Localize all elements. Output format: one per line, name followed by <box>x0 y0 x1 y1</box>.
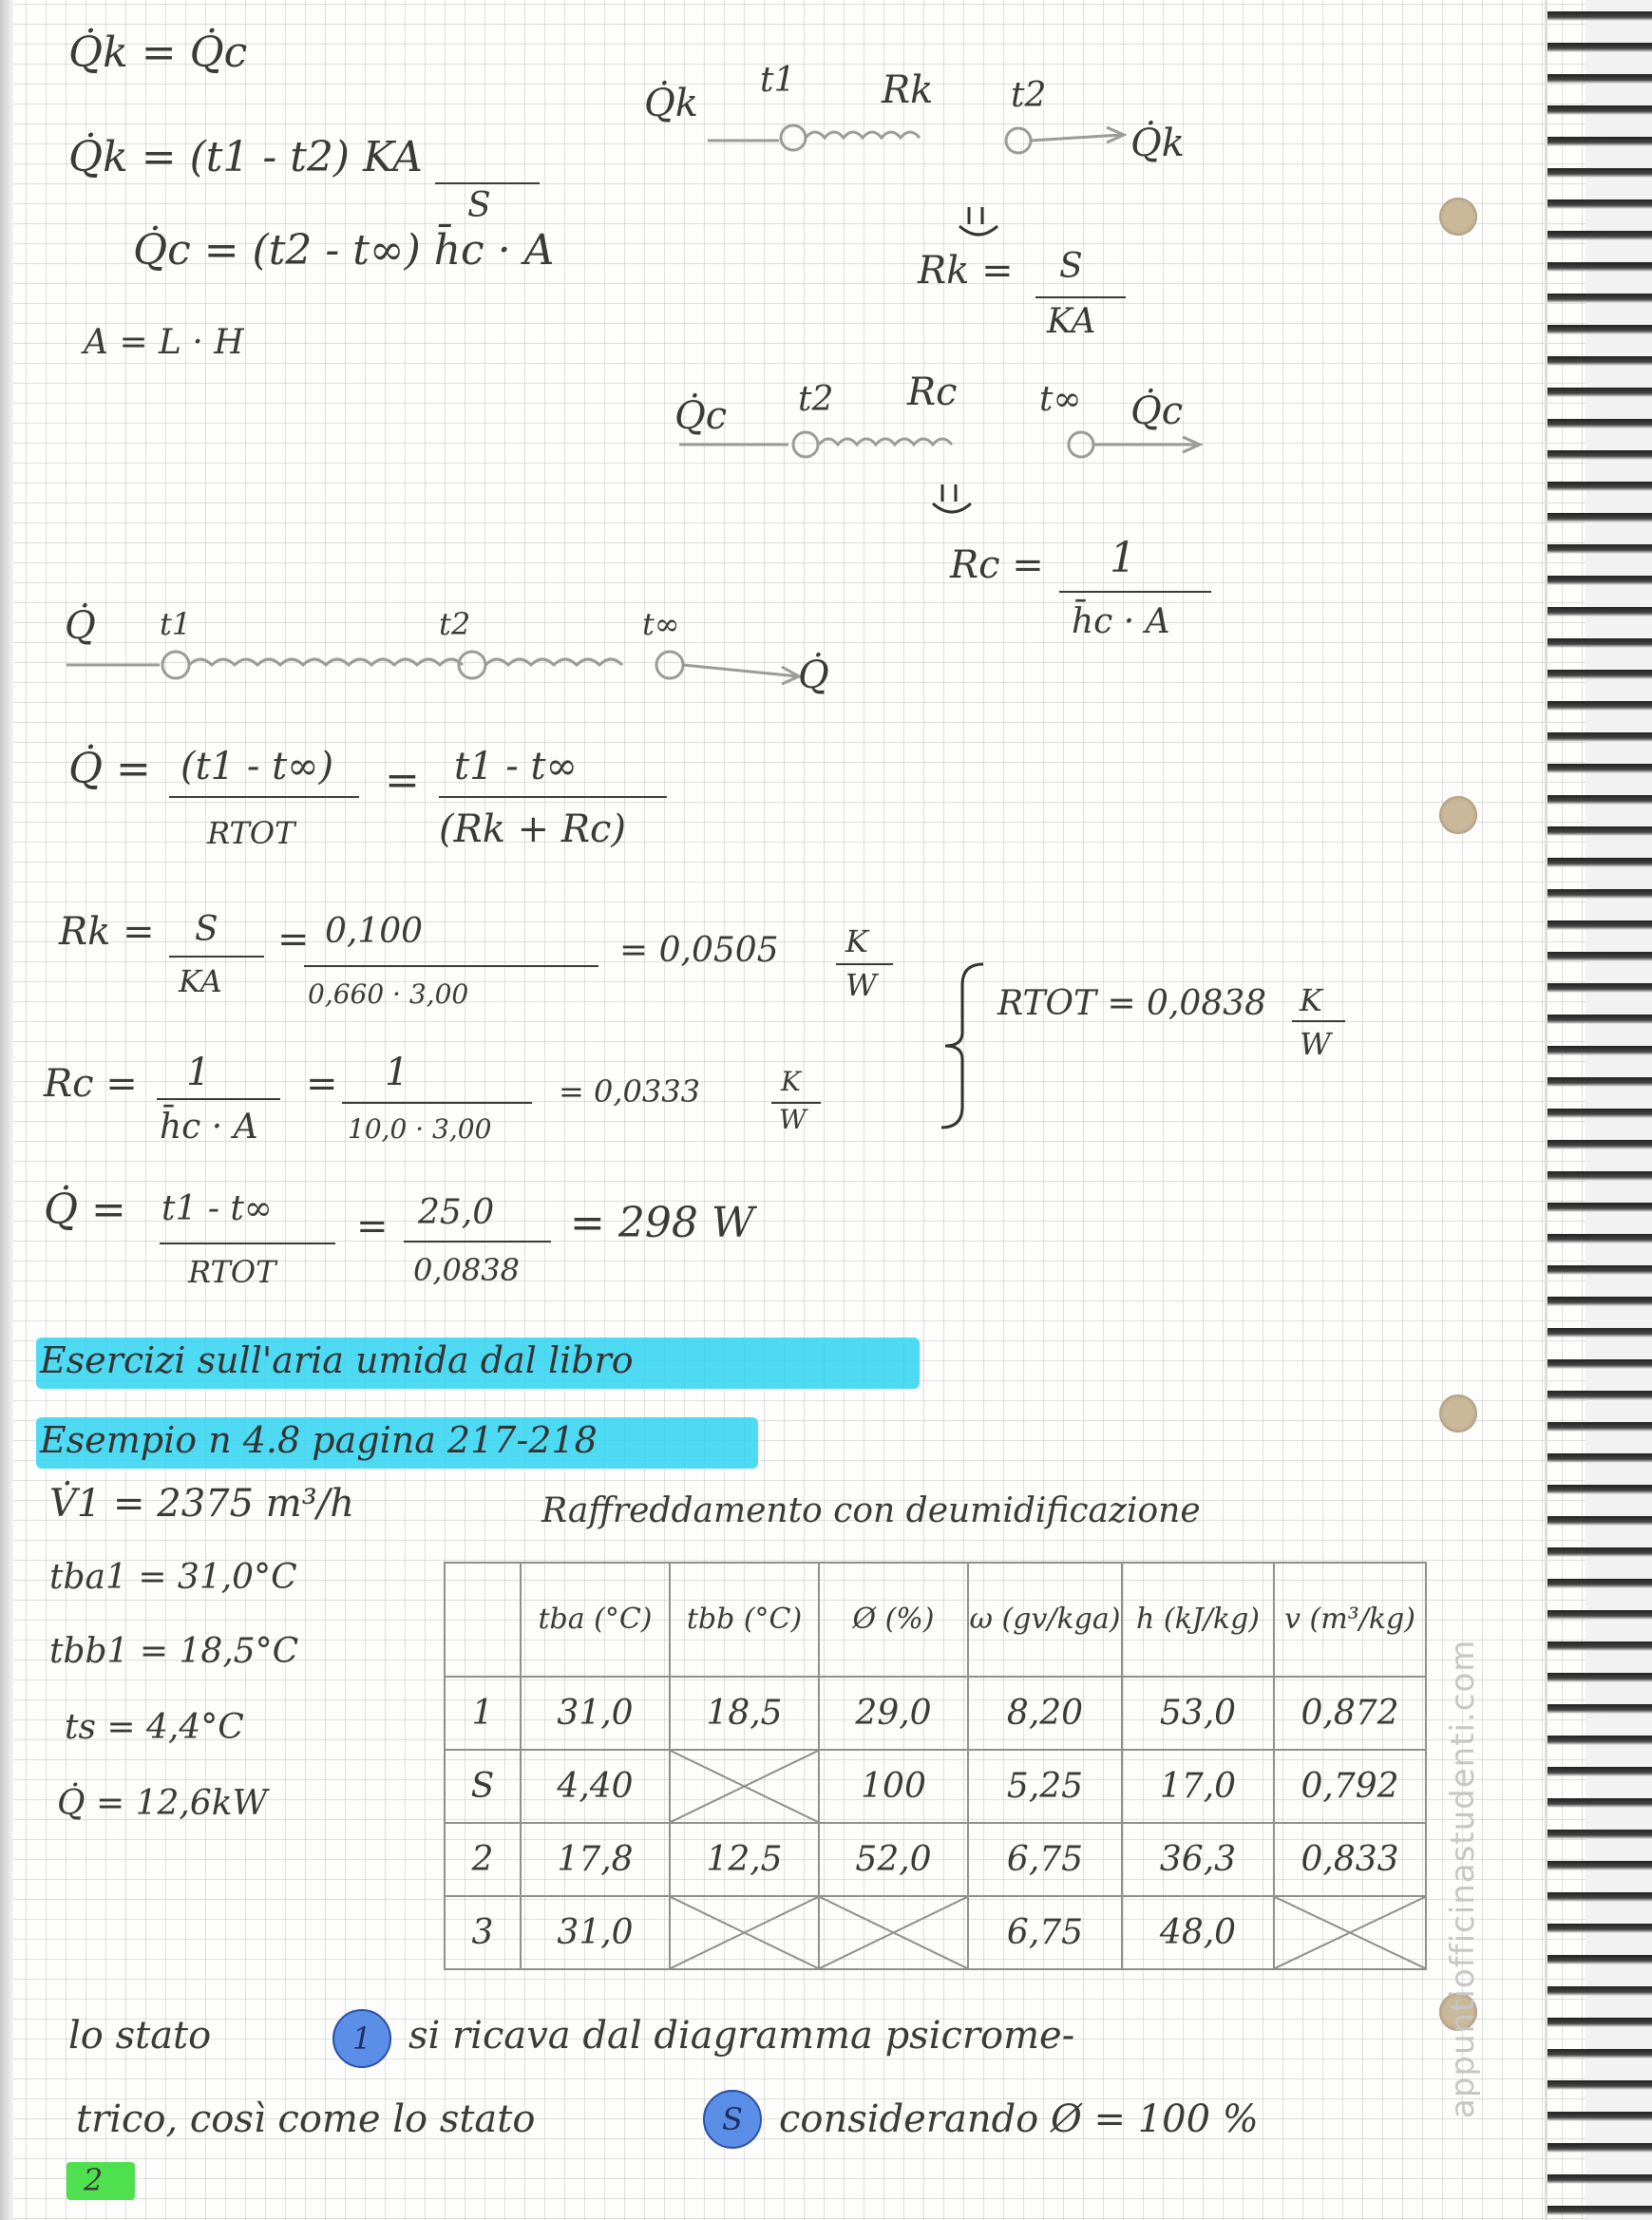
diag1-rk: Rk <box>882 68 934 112</box>
table-header-row <box>445 1563 1426 1677</box>
diag3-q-in: Q̇ <box>65 604 96 648</box>
q-calc-den2: 0,0838 <box>413 1252 520 1288</box>
q-calc-num: t1 - t∞ <box>161 1189 273 1228</box>
eq-qk: Q̇k = (t1 - t2) KA <box>68 133 423 181</box>
rk-calc-num: S <box>195 910 218 949</box>
fraction-line <box>1059 591 1211 593</box>
table-cell: 4,40 <box>521 1750 670 1823</box>
page-number: 2 <box>84 2162 104 2198</box>
rk-calc-lhs: Rk = <box>59 910 155 954</box>
eq-balance: Q̇k = Q̇c <box>68 28 248 77</box>
table-header: Ø (%) <box>819 1563 968 1677</box>
rc-calc-num: 1 <box>186 1051 211 1094</box>
table-cell: 0,872 <box>1274 1677 1426 1750</box>
table-cell: 52,0 <box>819 1823 968 1896</box>
table-cell: 5,25 <box>968 1750 1122 1823</box>
table-header: v (m³/kg) <box>1274 1563 1426 1677</box>
q-total-lhs: Q̇ = <box>68 745 151 793</box>
table-cell: 36,3 <box>1122 1823 1274 1896</box>
rc-calc-num2: 1 <box>385 1051 409 1094</box>
crossed-cell <box>670 1750 819 1823</box>
rk-numerator: S <box>1059 247 1083 286</box>
diag3-t1: t1 <box>160 606 192 642</box>
rc-definition: Rc = <box>950 543 1044 587</box>
rk-calc-result: = 0,0505 <box>619 931 779 970</box>
table-cell: 6,75 <box>968 1896 1122 1969</box>
eq-qc: Q̇c = (t2 - t∞) h̄c · A <box>133 226 555 275</box>
table-cell: 0,792 <box>1274 1750 1426 1823</box>
rc-calc-den: h̄c · A <box>160 1108 258 1147</box>
table-cell: 17,0 <box>1122 1750 1274 1823</box>
table-cell: 1 <box>445 1677 521 1750</box>
crossed-cell <box>670 1896 819 1969</box>
rc-unit-num: K <box>781 1066 801 1097</box>
table-cell: 12,5 <box>670 1823 819 1896</box>
rk-unit-num: K <box>845 923 868 959</box>
rk-calc-den2: 0,660 · 3,00 <box>308 978 469 1010</box>
heading-example: Esempio n 4.8 pagina 217-218 <box>40 1419 598 1461</box>
table-cell: 53,0 <box>1122 1677 1274 1750</box>
rc-calc-eq: = <box>306 1062 338 1106</box>
q-calc-num2: 25,0 <box>418 1193 495 1232</box>
rc-unit-den: W <box>779 1104 807 1135</box>
rk-calc-eq: = <box>277 918 310 961</box>
table-header <box>445 1563 521 1677</box>
table-header: ω (gv/kga) <box>968 1563 1122 1677</box>
eq-area: A = L · H <box>84 323 244 362</box>
heading-exercises: Esercizi sull'aria umida dal libro <box>40 1339 634 1381</box>
state-s-badge: S <box>703 2090 762 2149</box>
rk-calc-den: KA <box>179 963 222 999</box>
fraction-line <box>304 965 598 967</box>
table-cell: 0,833 <box>1274 1823 1426 1896</box>
table-header: tbb (°C) <box>670 1563 819 1677</box>
q-calc-eq: = <box>356 1205 389 1248</box>
table-cell: 100 <box>819 1750 968 1823</box>
table-row <box>445 1677 1426 1750</box>
rc-denominator: h̄c · A <box>1072 602 1170 641</box>
fraction-line <box>404 1241 551 1243</box>
footer-text-c: trico, così come lo stato <box>76 2097 536 2141</box>
rc-calc-den2: 10,0 · 3,00 <box>348 1113 492 1145</box>
footer-text-d: considerando Ø = 100 % <box>779 2097 1259 2141</box>
q-calc-result: = 298 W <box>570 1199 755 1247</box>
fraction-line <box>836 963 893 965</box>
table-cell: 2 <box>445 1823 521 1896</box>
table-cell: 29,0 <box>819 1677 968 1750</box>
rk-calc-num2: 0,100 <box>325 912 424 951</box>
diag2-t2: t2 <box>798 380 834 419</box>
rc-numerator: 1 <box>1110 534 1136 582</box>
given-tbb1: tbb1 = 18,5°C <box>49 1632 299 1671</box>
rk-denominator: KA <box>1047 302 1096 341</box>
table-cell: 18,5 <box>670 1677 819 1750</box>
given-q: Q̇ = 12,6kW <box>57 1784 268 1823</box>
diag2-rc: Rc <box>907 370 958 414</box>
q-total-num1: (t1 - t∞) <box>180 745 334 788</box>
table-cell: 48,0 <box>1122 1896 1274 1969</box>
rc-calc-lhs: Rc = <box>44 1062 138 1106</box>
table-cell: 3 <box>445 1896 521 1969</box>
q-total-eq: = <box>385 756 420 805</box>
table-header: h (kJ/kg) <box>1122 1563 1274 1677</box>
q-total-den1: RTOT <box>207 815 295 851</box>
fraction-line <box>169 796 359 798</box>
q-total-den2: (Rk + Rc) <box>439 807 627 851</box>
table-cell: S <box>445 1750 521 1823</box>
rc-calc-result: = 0,0333 <box>559 1073 700 1110</box>
eq-qk-denominator: S <box>467 186 491 225</box>
diag2-tinf: t∞ <box>1039 380 1082 419</box>
state-1-badge: 1 <box>332 2009 391 2068</box>
fraction-line <box>1292 1020 1345 1022</box>
given-v1: V̇1 = 2375 m³/h <box>49 1482 354 1526</box>
diag2-q-in: Q̇c <box>674 394 728 438</box>
crossed-cell <box>1274 1896 1426 1969</box>
diag1-q-in: Q̇k <box>644 82 699 125</box>
diag3-t2: t2 <box>439 606 471 642</box>
crossed-cell <box>819 1896 968 1969</box>
rtot-unit-den: W <box>1300 1026 1331 1062</box>
table-cell: 17,8 <box>521 1823 670 1896</box>
watermark: appuntiofficinastudenti.com <box>1444 1639 1482 2118</box>
rtot-value: RTOT = 0,0838 <box>997 984 1267 1023</box>
rtot-unit-num: K <box>1300 982 1322 1018</box>
table-header: tba (°C) <box>521 1563 670 1677</box>
given-ts: ts = 4,4°C <box>65 1708 244 1747</box>
given-tba1: tba1 = 31,0°C <box>49 1558 297 1597</box>
table-cell: 31,0 <box>521 1896 670 1969</box>
fraction-line <box>342 1102 532 1104</box>
table-cell: 6,75 <box>968 1823 1122 1896</box>
diag1-t2: t2 <box>1011 76 1047 115</box>
table-row <box>445 1823 1426 1896</box>
diag1-t1: t1 <box>760 61 796 100</box>
rk-unit-den: W <box>845 967 877 1003</box>
diag3-tinf: t∞ <box>642 606 680 642</box>
fraction-line <box>160 1243 335 1244</box>
diag1-q-out: Q̇k <box>1130 122 1186 165</box>
fraction-line <box>439 796 667 798</box>
q-calc-lhs: Q̇ = <box>44 1186 126 1234</box>
table-title: Raffreddamento con deumidificazione <box>541 1491 1201 1530</box>
diag2-q-out: Q̇c <box>1130 389 1184 433</box>
fraction-line <box>169 956 264 958</box>
fraction-line <box>157 1098 280 1100</box>
table-cell: 8,20 <box>968 1677 1122 1750</box>
rk-definition: Rk = <box>918 249 1014 293</box>
footer-text-b: si ricava dal diagramma psicrome- <box>408 2014 1075 2058</box>
diag3-q-out: Q̇ <box>798 654 829 697</box>
q-total-num2: t1 - t∞ <box>454 745 578 788</box>
psychrometric-table <box>444 1562 1427 1970</box>
footer-text-a: lo stato <box>68 2014 212 2058</box>
fraction-line <box>1035 296 1126 298</box>
table-row <box>445 1750 1426 1823</box>
table-row <box>445 1896 1426 1969</box>
table-cell: 31,0 <box>521 1677 670 1750</box>
q-calc-den: RTOT <box>188 1254 276 1290</box>
